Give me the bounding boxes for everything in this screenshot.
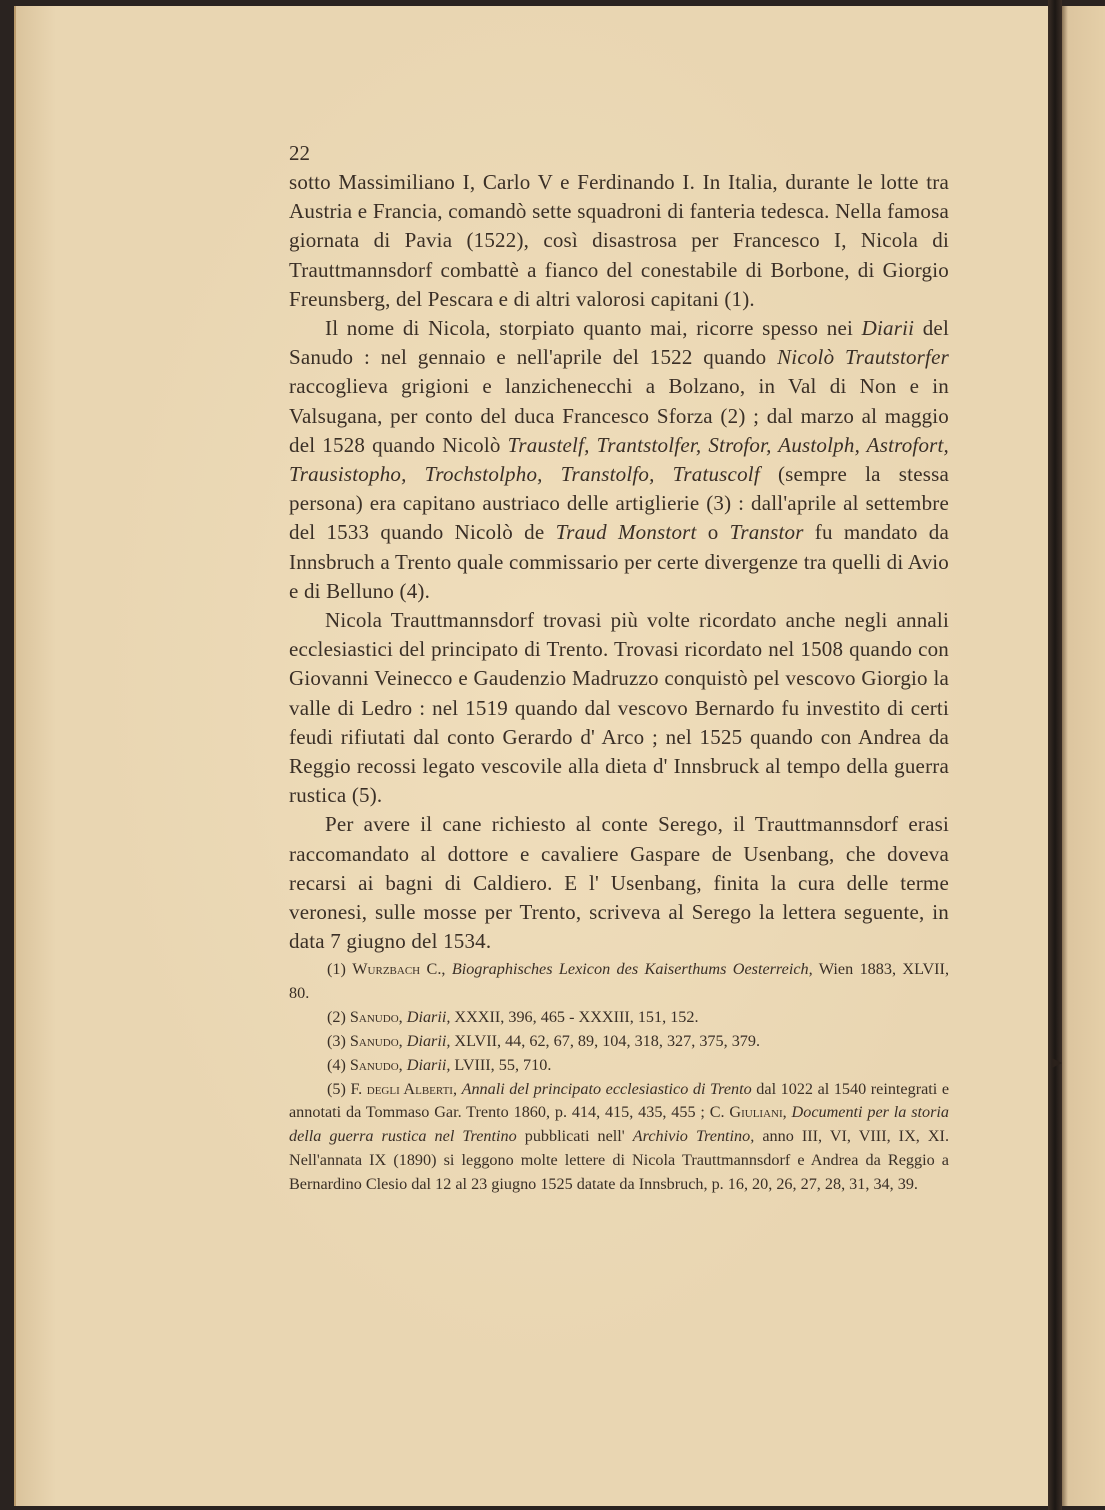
text-run: C., [420, 960, 452, 978]
paragraph-4: Per avere il cane richiesto al conte Serego, il Trauttmannsdorf erasi raccomandato al dottore e cavaliere Gaspare de Usenbang, che doveva recarsi ai bagni di Caldiero. E l' Usenbang, finita la cura delle terme veronesi, sulle mosse per Trento, scriveva al Serego la lettera seguente, in data 7 giugno del 1534. [289, 812, 949, 954]
italic-text: Transtor [729, 520, 804, 545]
text-run: del Sanudo : nel gennaio e nell'aprile del 1522 quando [289, 316, 949, 370]
paragraph-1: sotto Massimiliano I, Carlo V e Ferdinando I. In Italia, durante le lotte tra Austria e Francia, comandò sette squadroni di fanteria tedesca. Nella famosa giornata di Pavia (1522), così disastrosa per Francesco I, Nicola di Trauttmannsdorf combattè a fianco del conestabile di Borbone, di Giorgio Freunsberg, del Pescara e di altri valorosi capitani (1). [289, 170, 949, 311]
work-title: Diarii, [406, 1031, 451, 1050]
author: Wurzbach [352, 960, 421, 978]
margin-arrow-icon [1052, 1058, 1062, 1068]
footnote-1 [289, 958, 949, 1006]
italic-text: Nicolò Trautstorfer [777, 345, 949, 370]
text-run: XLVII, 44, 62, 67, 89, 104, 318, 327, 375, 379. [450, 1031, 761, 1050]
italic-text: Traustelf, Trantstolfer, Strofor, Austolph, Astrofort, Trausistopho, Trochstolpho, Transtolfo, Tratuscolf [289, 432, 950, 487]
text-run: dal 1022 al 1540 reintegrati e annotati da Tommaso Gar. Trento 1860, p. 414, 415, 435, 455 ; C. [289, 1079, 950, 1122]
italic-text: Traud Monstort [555, 520, 697, 545]
text-run: o [696, 520, 730, 545]
author: Giuliani, [729, 1103, 787, 1122]
text-run: fu mandato da Innsbruch a Trento quale commissario per certe divergenze tra quelli di Avio e di Belluno (4). [289, 520, 949, 603]
work-title: Diarii, [406, 1055, 451, 1074]
text-run: Wien 1883, XLVII, 80. [289, 960, 949, 1002]
work-title: Biographisches Lexicon des Kaiserthums Oesterreich, [451, 960, 813, 978]
text-run: raccoglieva grigioni e lanzichenecchi a Bolzano, in Val di Non e in Valsugana, per conto del duca Francesco Sforza (2) ; dal marzo al maggio del 1528 quando Nicolò [289, 374, 949, 457]
text-run: pubblicati nell' [516, 1127, 633, 1146]
author: Sanudo, [349, 1031, 403, 1050]
author: Sanudo, [349, 1055, 403, 1074]
footnote-5 [289, 1078, 949, 1198]
facing-page-edge [1062, 6, 1105, 1506]
author: degli Alberti, [366, 1079, 457, 1098]
author: Sanudo, [349, 1007, 403, 1026]
work-title: Annali del principato ecclesiastico di Trento [461, 1079, 752, 1098]
footnote-number: (5) [327, 1079, 351, 1098]
work-title: Archivio Trentino, [632, 1127, 755, 1146]
paragraph-3: Nicola Trauttmannsdorf trovasi più volte ricordato anche negli annali ecclesiastici del principato di Trento. Trovasi ricordato nel 1508 quando con Giovanni Veinecco e Gaudenzio Madruzzo conquistò pel vescovo Giorgio la valle di Ledro : nel 1519 quando dal vescovo Bernardo fu investito di certi feudi rifiutati dal conto Gerardo d' Arco ; nel 1525 quando con Andrea da Reggio recossi legato vescovile alla dieta d' Innsbruck al tempo della guerra rustica (5). [289, 608, 949, 808]
main-text [289, 168, 949, 956]
footnote-3 [289, 1030, 949, 1054]
page-number: 22 [289, 141, 310, 165]
footnote-number: (4) [327, 1055, 350, 1074]
work-title: Diarii, [406, 1007, 451, 1026]
footnote-number: (3) [327, 1031, 350, 1050]
footnotes [289, 958, 949, 1197]
footnote-number: (2) [327, 1007, 350, 1026]
text-run: LVIII, 55, 710. [450, 1055, 552, 1074]
footnote-2 [289, 1006, 949, 1030]
text-run: anno III, VI, VIII, IX, XI. Nell'annata IX (1890) si leggono molte lettere di Nicola Trauttmannsdorf e Andrea da Reggio a Bernardino Clesio dal 12 al 23 giugno 1525 datate da Innsbruch, p. 16, 20, 26, 27, 28, 31, 34, 39. [289, 1127, 949, 1194]
book-spine [1048, 0, 1062, 1510]
text-run: F. [350, 1079, 367, 1098]
text-run: XXXII, 396, 465 - XXXIII, 151, 152. [450, 1007, 699, 1026]
footnote-4 [289, 1054, 949, 1078]
footnote-number: (1) [327, 960, 353, 978]
text-run: (sempre la stessa persona) era capitano austriaco delle artiglierie (3) : dall'aprile al settembre del 1533 quando Nicolò de [289, 462, 950, 545]
paragraph-2 [289, 314, 949, 606]
italic-text: Diarii [861, 316, 915, 341]
work-title: Documenti per la storia della guerra rustica nel Trentino [289, 1103, 949, 1146]
text-run: Il nome di Nicola, storpiato quanto mai, ricorre spesso nei [325, 316, 862, 341]
